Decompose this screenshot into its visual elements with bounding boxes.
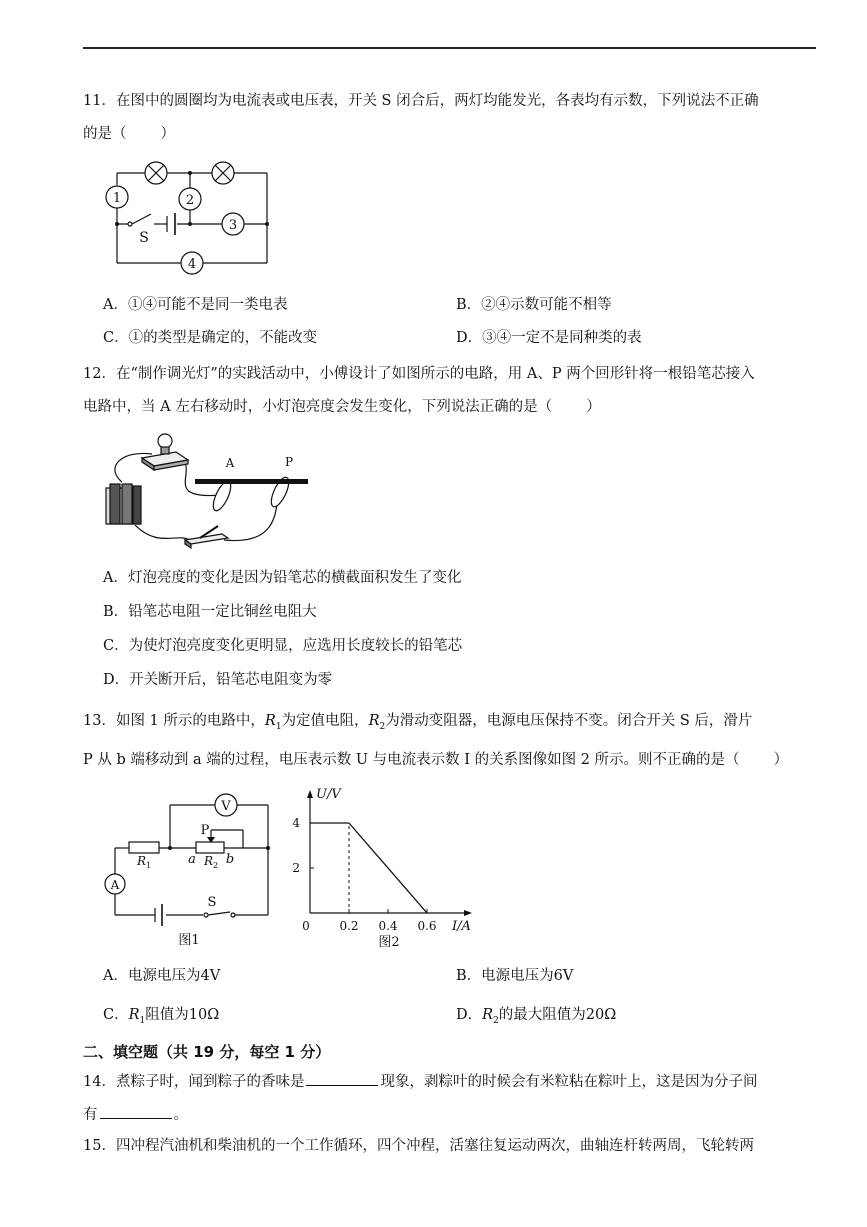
r2-label: $R_2$ — [204, 854, 219, 870]
y-axis-label: U/V — [316, 787, 341, 802]
q13-figure2-graph — [292, 784, 482, 950]
q13-option-c[interactable]: C．$R_1$阻值为10Ω — [103, 1007, 220, 1026]
figure2-caption: 图2 — [378, 935, 400, 950]
q11-circuit-diagram — [100, 158, 275, 276]
r1-label: $R_1$ — [137, 854, 152, 870]
q11-stem-line2: 的是（ ） — [83, 126, 175, 142]
x-tick-label: 0.6 — [417, 919, 437, 933]
y-tick-label: 4 — [292, 816, 300, 830]
voltmeter-label: V — [221, 799, 231, 814]
q12-option-a[interactable]: A．灯泡亮度的变化是因为铅笔芯的横截面积发生了变化 — [103, 570, 462, 586]
q13-stem-line2: P 从 b 端移动到 a 端的过程，电压表示数 U 与电流表示数 I 的关系图像如图 2 所示。则不正确的是（ ） — [83, 752, 789, 768]
section-title: 二、填空题（共 19 分，每空 1 分） — [83, 1043, 331, 1061]
meter-3-label: 3 — [228, 218, 238, 233]
ammeter-label: A — [110, 878, 120, 892]
x-tick-label: 0.2 — [339, 919, 359, 933]
q15-stem-line1: 15．四冲程汽油机和柴油机的一个工作循环，四个冲程，活塞往复运动两次，曲轴连杆转两周，飞轮转两 — [83, 1138, 754, 1154]
q14-blank-2[interactable] — [100, 1102, 172, 1119]
q12-stem-line1: 12．在“制作调光灯”的实践活动中，小傅设计了如图所示的电路，用 A、P 两个回形针将一根铅笔芯接入 — [83, 366, 755, 382]
header-rule — [83, 47, 816, 49]
x-axis-label: I/A — [452, 919, 471, 934]
meter-2-label: 2 — [185, 193, 195, 208]
q13-option-d[interactable]: D．$R_2$的最大阻值为20Ω — [456, 1007, 617, 1026]
q12-option-b[interactable]: B．铅笔芯电阻一定比铜丝电阻大 — [103, 604, 317, 620]
clip-a-label: A — [225, 456, 235, 470]
switch-s-label: S — [207, 895, 217, 910]
switch-label: S — [139, 230, 149, 246]
q14-blank-1[interactable] — [306, 1069, 378, 1086]
q13-stem-line1: 13．如图 1 所示的电路中，$R_1$为定值电阻，$R_2$为滑动变阻器，电源电压保持不变。闭合开关 S 后，滑片 — [83, 713, 753, 732]
q12-stem-line2: 电路中，当 A 左右移动时，小灯泡亮度会发生变化，下列说法正确的是（ ） — [83, 399, 601, 415]
meter-1-label: 1 — [112, 191, 122, 206]
q13-option-b[interactable]: B．电源电压为6V — [456, 968, 574, 984]
meter-4-label: 4 — [187, 257, 197, 272]
slider-label: P — [200, 823, 210, 838]
end-a-label: a — [188, 852, 196, 867]
end-b-label: b — [225, 852, 235, 867]
q12-circuit-illustration — [100, 430, 315, 555]
q11-option-b[interactable]: B．②④示数可能不相等 — [456, 297, 612, 313]
origin-label: 0 — [302, 919, 310, 933]
q12-option-c[interactable]: C．为使灯泡亮度变化更明显，应选用长度较长的铅笔芯 — [103, 638, 463, 654]
x-tick-label: 0.4 — [378, 919, 398, 933]
q12-option-d[interactable]: D．开关断开后，铅笔芯电阻变为零 — [103, 672, 333, 688]
q13-figure1-circuit — [100, 790, 280, 950]
q14-stem-line2: 有 。 — [83, 1102, 188, 1125]
series-segment-1 — [349, 823, 427, 913]
q11-option-c[interactable]: C．①的类型是确定的，不能改变 — [103, 330, 318, 346]
q13-option-a[interactable]: A．电源电压为4V — [103, 968, 221, 984]
y-tick-label: 2 — [292, 861, 300, 875]
clip-p-label: P — [284, 455, 294, 469]
q11-option-a[interactable]: A．①④可能不是同一类电表 — [103, 297, 288, 313]
q14-stem-line1: 14．煮粽子时，闻到粽子的香味是 现象，剥粽叶的时候会有米粒粘在粽叶上，这是因为分子间 — [83, 1069, 757, 1092]
figure1-caption: 图1 — [178, 933, 200, 948]
q11-stem-line1: 11．在图中的圆圈均为电流表或电压表，开关 S 闭合后，两灯均能发光，各表均有示数，下列说法不正确 — [83, 93, 759, 109]
q11-option-d[interactable]: D．③④一定不是同种类的表 — [456, 330, 642, 346]
